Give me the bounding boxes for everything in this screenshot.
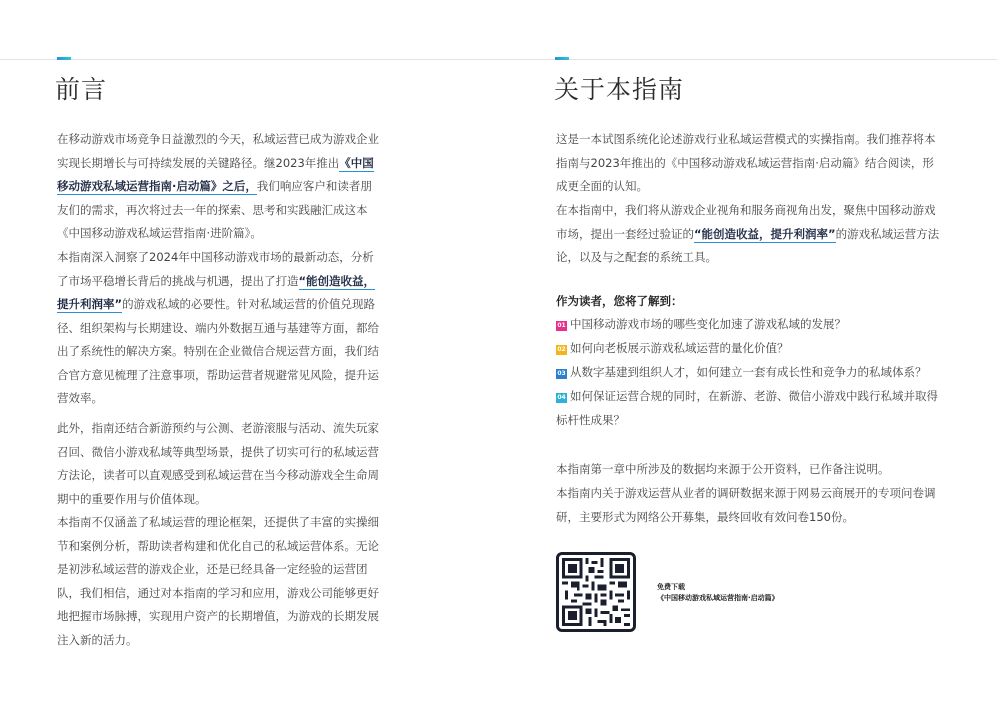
question-item-3 xyxy=(556,361,946,385)
top-divider xyxy=(0,59,997,60)
preface-p2-text-b: 的游戏私域的必要性。针对私域运营的价值兑现路径、组织架构与长期建设、端内外数据互通与基建等方面，都给出了系统性的解决方案。特别在企业微信合规运营方面，我们结合官方意见梳理了注意事项，帮助运营者规避常见风险，提升运营效率。 xyxy=(57,297,379,405)
about-paragraph-2 xyxy=(556,199,942,270)
reader-section-title: 作为读者，您将了解到： xyxy=(556,294,683,308)
about-p2-text-b: 的游戏私域运营方法论，以及与之配套的系统工具。 xyxy=(556,226,940,264)
data-source-note-1: 本指南第一章中所涉及的数据均来源于公开资料，已作备注说明。 xyxy=(556,462,890,476)
number-badge-04: 04 xyxy=(557,394,566,401)
question-item-4 xyxy=(556,385,944,432)
preface-paragraph-2 xyxy=(57,246,379,411)
qr-caption-line-1: 免费下载 xyxy=(657,583,685,591)
preface-p2-text-a: 本指南深入洞察了2024年中国移动游戏市场的最新动态，分析了市场平稳增长背后的挑战与机遇，提出了打造 xyxy=(57,250,374,288)
preface-p1-highlight: 《中国移动游戏私域运营指南·启动篇》之后， xyxy=(57,155,374,193)
preface-p1-text-a: 在移动游戏市场竞争日益激烈的今天，私域运营已成为游戏企业实现长期增长与可持续发展的关键路径。继2023年推出 xyxy=(57,132,379,170)
qr-code-icon xyxy=(559,555,633,629)
about-guide-title: 关于本指南 xyxy=(554,75,685,104)
about-p2-highlight: “能创造收益，提升利润率” xyxy=(694,226,836,241)
question-item-2 xyxy=(556,337,946,361)
question-text-4: 如何保证运营合规的同时，在新游、老游、微信小游戏中践行私域并取得标杆性成果？ xyxy=(556,389,938,427)
left-accent-bar xyxy=(57,57,71,60)
preface-p2-highlight: “能创造收益，提升利润率” xyxy=(57,273,376,311)
qr-caption xyxy=(657,582,779,604)
preface-title: 前言 xyxy=(55,75,108,104)
about-paragraph-1: 这是一本试图系统化论述游戏行业私域运营模式的实操指南。我们推荐将本指南与2023年推出的《中国移动游戏私域运营指南·启动篇》结合阅读，形成更全面的认知。 xyxy=(556,132,936,193)
qr-code[interactable] xyxy=(556,552,636,632)
preface-paragraph-4: 本指南不仅涵盖了私域运营的理论框架，还提供了丰富的实操细节和案例分析，帮助读者构建和优化自己的私域运营体系。无论是初涉私域运营的游戏企业，还是已经具备一定经验的运营团队，我们相信，通过对本指南的学习和应用，游戏公司能够更好地把握市场脉搏，实现用户资产的长期增值，为游戏的长期发展注入新的活力。 xyxy=(57,515,379,647)
question-item-1 xyxy=(556,313,946,337)
number-badge-01: 01 xyxy=(557,322,566,329)
preface-paragraph-1 xyxy=(57,128,379,246)
preface-paragraph-3: 此外，指南还结合新游预约与公测、老游滚服与活动、流失玩家召回、微信小游戏私域等典型场景，提供了切实可行的私域运营方法论，读者可以直观感受到私域运营在当今移动游戏全生命周期中的重要作用与价值体现。 xyxy=(57,421,379,506)
question-text-2: 如何向老板展示游戏私域运营的量化价值？ xyxy=(570,341,789,355)
number-badge-03: 03 xyxy=(557,370,566,377)
about-p2-text-a: 在本指南中，我们将从游戏企业视角和服务商视角出发，聚焦中国移动游戏市场，提出一套经过验证的 xyxy=(556,203,936,241)
question-text-3: 从数字基建到组织人才，如何建立一套有成长性和竞争力的私域体系？ xyxy=(570,365,927,379)
right-accent-bar xyxy=(555,57,569,60)
question-text-1: 中国移动游戏市场的哪些变化加速了游戏私域的发展？ xyxy=(570,317,846,331)
number-badge-02: 02 xyxy=(557,346,566,353)
qr-caption-line-2: 《中国移动游戏私域运营指南·启动篇》 xyxy=(657,594,779,602)
data-source-note-2: 本指南内关于游戏运营从业者的调研数据来源于网易云商展开的专项问卷调研，主要形式为网络公开募集，最终回收有效问卷150份。 xyxy=(556,486,936,524)
preface-p1-text-b: 我们响应客户和读者朋友们的需求，再次将过去一年的探索、思考和实践融汇成这本《中国移动游戏私域运营指南·进阶篇》。 xyxy=(57,179,372,240)
